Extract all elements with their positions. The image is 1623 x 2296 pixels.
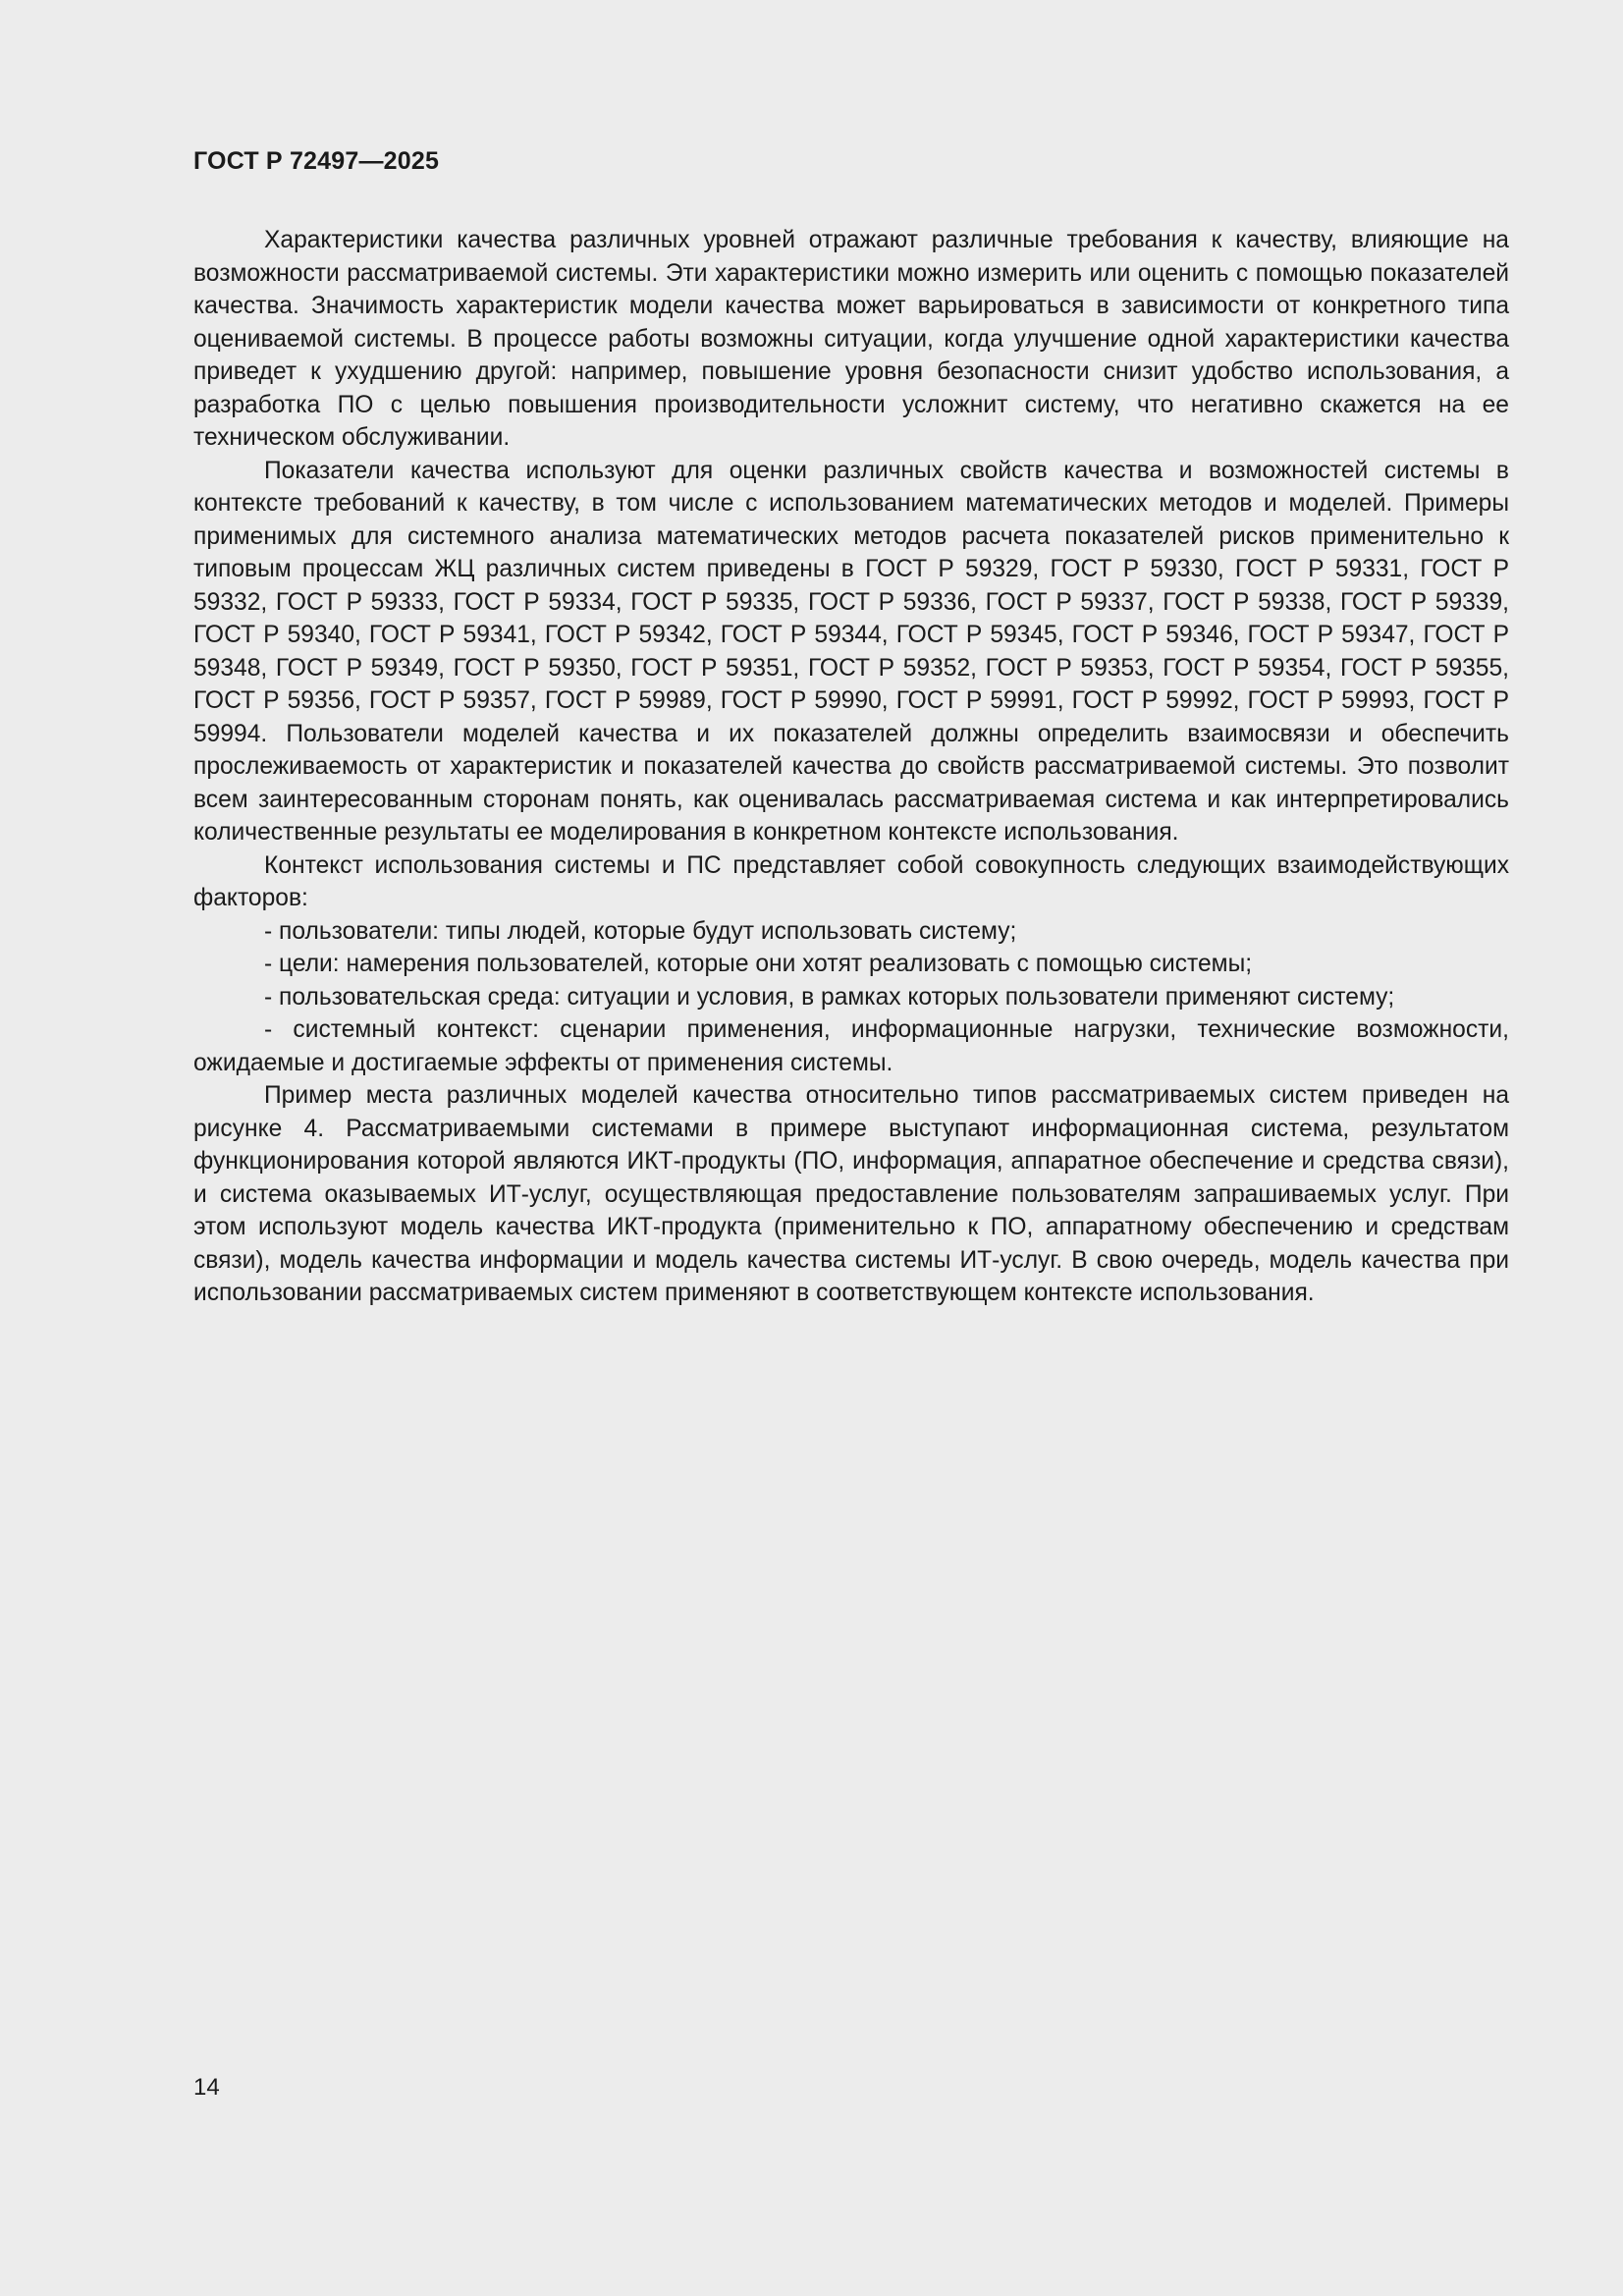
list-item-goals: - цели: намерения пользователей, которые они хотят реализовать с помощью системы;: [264, 951, 1253, 977]
paragraph-usage-context: Контекст использования системы и ПС представляет собой совокупность следующих взаимодействующих факторов:: [193, 851, 1509, 911]
list-item-environment: - пользовательская среда: ситуации и условия, в рамках которых пользователи применяют систему;: [264, 983, 1395, 1011]
list-item-users: - пользователи: типы людей, которые будут использовать систему;: [264, 917, 1017, 945]
document-header: ГОСТ Р 72497—2025: [193, 147, 440, 175]
paragraph-quality-indicators: Показатели качества используют для оценки различных свойств качества и возможностей системы в контексте требований к качеству, в том числе с использованием математических методов и моделей. Примеры применимых для системного анализа математических методов расчета показателей рисков применительно к типовым процессам ЖЦ различных систем приведены в ГОСТ Р 59329, ГОСТ Р 59330, ГОСТ Р 59331, ГОСТ Р 59332, ГОСТ Р 59333, ГОСТ Р 59334, ГОСТ Р 59335, ГОСТ Р 59336, ГОСТ Р 59337, ГОСТ Р 59338, ГОСТ Р 59339, ГОСТ Р 59340, ГОСТ Р 59341, ГОСТ Р 59342, ГОСТ Р 59344, ГОСТ Р 59345, ГОСТ Р 59346, ГОСТ Р 59347, ГОСТ Р 59348, ГОСТ Р 59349, ГОСТ Р 59350, ГОСТ Р 59351, ГОСТ Р 59352, ГОСТ Р 59353, ГОСТ Р 59354, ГОСТ Р 59355, ГОСТ Р 59356, ГОСТ Р 59357, ГОСТ Р 59989, ГОСТ Р 59990, ГОСТ Р 59991, ГОСТ Р 59992, ГОСТ Р 59993, ГОСТ Р 59994. Пользователи моделей качества и их показателей должны определить взаимосвязи и обеспечить прослеживаемость от характеристик и показателей качества до свойств рассматриваемой системы. Это позволит всем заинтересованным сторонам понять, как оценивалась рассматриваемая система и как интерпретировались количественные результаты ее моделирования в конкретном контексте использования.: [193, 457, 1509, 846]
page-number: 14: [193, 2074, 220, 2101]
list-item-system-context: - системный контекст: сценарии применения, информационные нагрузки, технические возможности, ожидаемые и достигаемые эффекты от применения системы.: [193, 1016, 1509, 1076]
body-text: [193, 224, 1509, 1310]
paragraph-quality-models-example: Пример места различных моделей качества относительно типов рассматриваемых систем приведен на рисунке 4. Рассматриваемыми системами в примере выступают информационная система, результатом функционирования которой являются ИКТ-продукты (ПО, информация, аппаратное обеспечение и средства связи), и система оказываемых ИТ-услуг, осуществляющая предоставление пользователям запрашиваемых услуг. При этом используют модель качества ИКТ-продукта (применительно к ПО, аппаратному обеспечению и средствам связи), модель качества информации и модель качества системы ИТ-услуг. В свою очередь, модель качества при использовании рассматриваемых систем применяют в соответствующем контексте использования.: [193, 1082, 1509, 1306]
paragraph-quality-characteristics: Характеристики качества различных уровней отражают различные требования к качеству, влияющие на возможности рассматриваемой системы. Эти характеристики можно измерить или оценить с помощью показателей качества. Значимость характеристик модели качества может варьироваться в зависимости от конкретного типа оцениваемой системы. В процессе работы возможны ситуации, когда улучшение одной характеристики качества приведет к ухудшению другой: например, повышение уровня безопасности снизит удобство использования, а разработка ПО с целью повышения производительности усложнит систему, что негативно скажется на ее техническом обслуживании.: [193, 227, 1509, 451]
